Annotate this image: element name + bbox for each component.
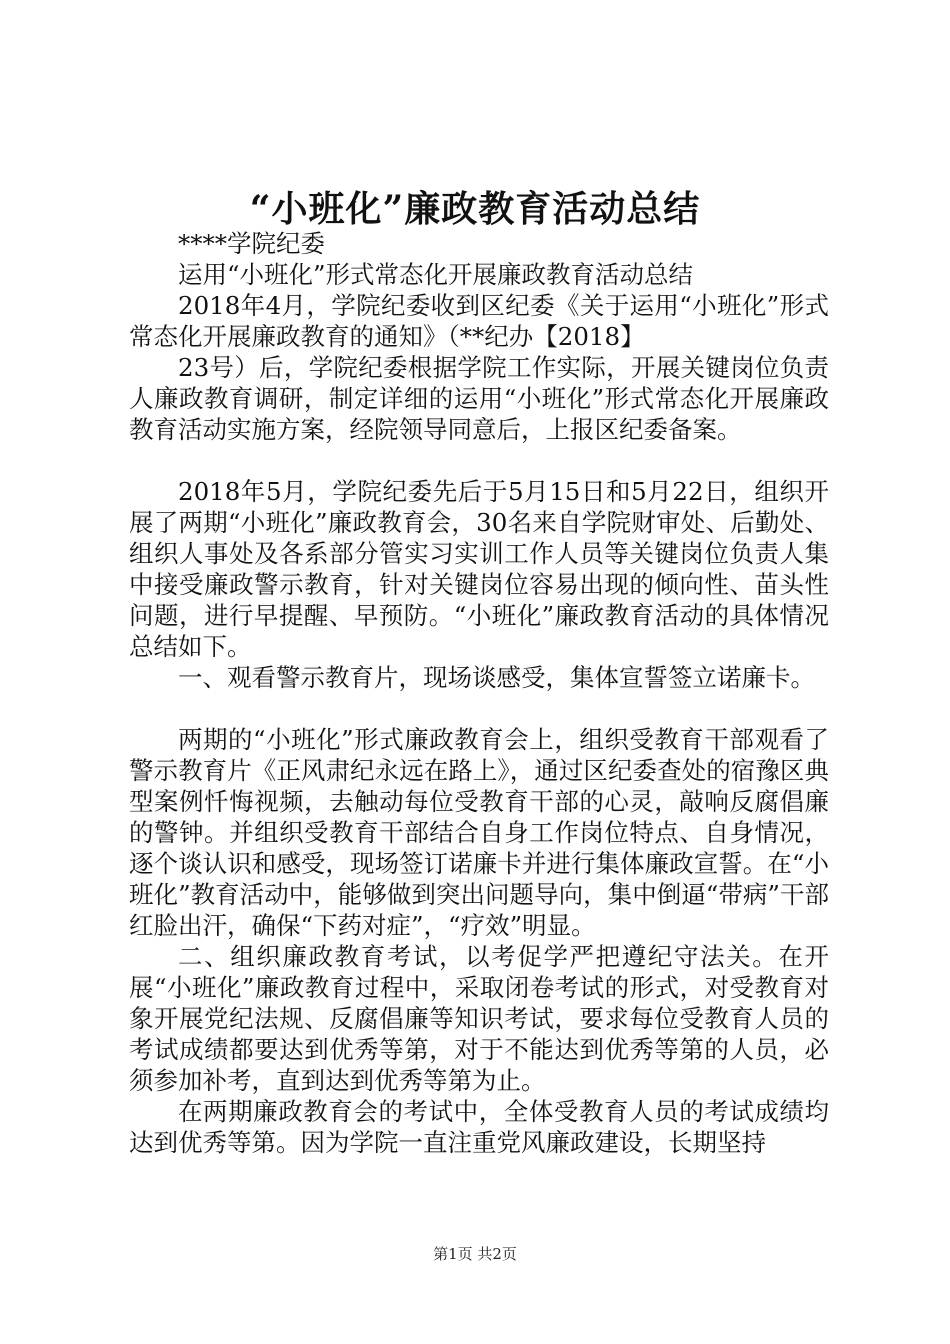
document-body <box>129 228 829 1158</box>
paragraph-section-one-heading: 一、观看警示教育片，现场谈感受，集体宣誓签立诺廉卡。 <box>178 663 815 692</box>
paragraph-notice: 2018年4月，学院纪委收到区纪委《关于运用“小班化”形式常态化开展廉政教育的通知》（**纪办【2018】 <box>129 291 829 351</box>
page-number-footer: 第1页 共2页 <box>433 1245 517 1263</box>
paragraph-sessions: 2018年5月，学院纪委先后于5月15日和5月22日，组织开展了两期“小班化”廉政教育会，30名来自学院财审处、后勤处、组织人事处及各系部分管实习实训工作人员等关键岗位负责人集中接受廉政警示教育，针对关键岗位容易出现的倾向性、苗头性问题，进行早提醒、早预防。“小班化”廉政教育活动的具体情况总结如下。 <box>129 477 829 661</box>
paragraph-subtitle: 运用“小班化”形式常态化开展廉政教育活动总结 <box>178 260 694 289</box>
paragraph-plan: 23号）后，学院纪委根据学院工作实际，开展关键岗位负责人廉政教育调研，制定详细的运用“小班化”形式常态化开展廉政教育活动实施方案，经院领导同意后，上报区纪委备案。 <box>129 353 829 444</box>
paragraph-section-two: 二、组织廉政教育考试，以考促学严把遵纪守法关。在开展“小班化”廉政教育过程中，采取闭卷考试的形式，对受教育对象开展党纪法规、反腐倡廉等知识考试，要求每位受教育人员的考试成绩都要达到优秀等第，对于不能达到优秀等第的人员，必须参加补考，直到达到优秀等第为止。 <box>129 942 829 1095</box>
document-title: “小班化”廉政教育活动总结 <box>249 188 701 230</box>
paragraph-organization: ****学院纪委 <box>178 229 325 258</box>
paragraph-section-one-body: 两期的“小班化”形式廉政教育会上，组织受教育干部观看了警示教育片《正风肃纪永远在路上》，通过区纪委查处的宿豫区典型案例忏悔视频，去触动每位受教育干部的心灵，敲响反腐倡廉的警钟。并组织受教育干部结合自身工作岗位特点、自身情况，逐个谈认识和感受，现场签订诺廉卡并进行集体廉政宣誓。在“小班化”教育活动中，能够做到突出问题导向，集中倒逼“带病”干部红脸出汗，确保“下药对症”，“疗效”明显。 <box>129 725 829 940</box>
paragraph-exam-results: 在两期廉政教育会的考试中，全体受教育人员的考试成绩均达到优秀等第。因为学院一直注重党风廉政建设，长期坚持 <box>129 1097 829 1157</box>
